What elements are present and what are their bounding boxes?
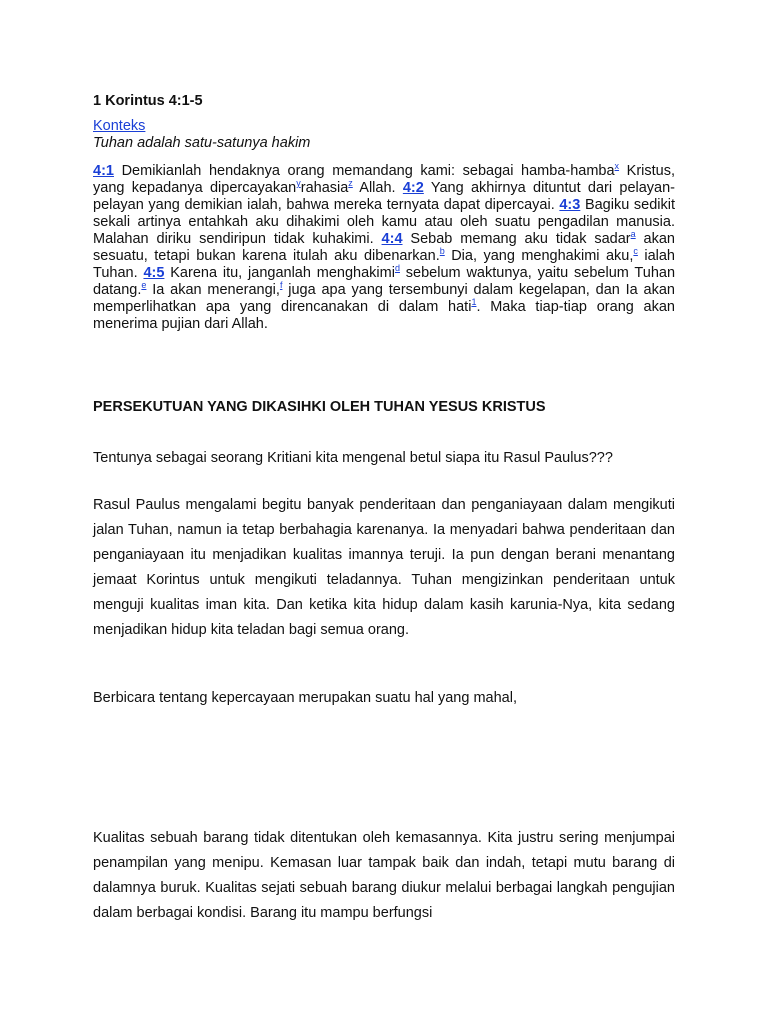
verse-4-text: akan sesuatu, tetapi bukan karena itulah aku dibenarkan. xyxy=(93,231,675,264)
paragraph-question: Tentunya sebagai seorang Kritiani kita mengenal betul siapa itu Rasul Paulus??? xyxy=(93,450,613,466)
verse-5-text: juga apa yang tersembunyi dalam kegelapan, dan Ia akan memperlihatkan apa yang direncanakan di dalam hati xyxy=(93,282,675,315)
verse-1-text: Kristus, yang kepadanya dipercayakan xyxy=(93,163,675,196)
cross-ref-e[interactable]: e xyxy=(141,280,147,291)
section-heading: PERSEKUTUAN YANG DIKASIHKI OLEH TUHAN YESUS KRISTUS xyxy=(93,399,546,415)
verse-1-text: rahasia xyxy=(300,180,349,196)
verse-5-text: Karena itu, janganlah menghakimi xyxy=(164,265,395,281)
verse-number-2[interactable]: 4:2 xyxy=(402,180,424,196)
cross-ref-f[interactable]: f xyxy=(279,280,283,291)
verse-number-5[interactable]: 4:5 xyxy=(143,265,165,281)
verse-4-text: Sebab memang aku tidak sadar xyxy=(402,231,631,247)
verse-text xyxy=(93,163,675,333)
cross-ref-a[interactable]: a xyxy=(630,229,636,240)
paragraph-rasul-paulus: Rasul Paulus mengalami begitu banyak penderitaan dan penganiayaan dalam mengikuti jalan Tuhan, namun ia tetap berbahagia karenanya. Ia menyadari bahwa penderitaan dan penganiayaan itu menjadikan kualitas imannya teruji. Ia pun dengan berani menantang jemaat Korintus untuk mengikuti teladannya. Tuhan mengizinkan penderitaan untuk menguji kualitas iman kita. Dan ketika kita hidup dalam kasih karunia-Nya, kita sedang menjadikan hidup kita teladan bagi semua orang. xyxy=(93,497,675,638)
passage-title: 1 Korintus 4:1-5 xyxy=(93,93,203,109)
paragraph-kualitas: Kualitas sebuah barang tidak ditentukan oleh kemasannya. Kita justru sering menjumpai penampilan yang menipu. Kemasan luar tampak baik dan indah, tetapi mutu barang di dalamnya buruk. Kualitas sejati sebuah barang diukur melalui berbagai langkah pengujian dalam berbagai kondisi. Barang itu mampu berfungsi xyxy=(93,830,675,921)
verse-1-text: Allah. xyxy=(352,180,403,196)
verse-5-text: sebelum waktunya, yaitu sebelum Tuhan datang. xyxy=(93,265,676,298)
verse-number-3[interactable]: 4:3 xyxy=(559,197,581,213)
verse-4-text: ialah Tuhan. xyxy=(93,248,675,281)
verse-5-text: . Maka tiap-tiap orang akan menerima pujian dari Allah. xyxy=(93,299,675,332)
cross-ref-c[interactable]: c xyxy=(633,246,638,257)
verse-4-text: Dia, yang menghakimi aku, xyxy=(444,248,634,264)
cross-ref-b[interactable]: b xyxy=(439,246,445,257)
verse-5-text: Ia akan menerangi, xyxy=(146,282,280,298)
passage-subtitle: Tuhan adalah satu-satunya hakim xyxy=(93,135,311,151)
cross-ref-d[interactable]: d xyxy=(394,263,400,274)
cross-ref-z[interactable]: z xyxy=(348,178,353,189)
verse-2-text: Yang akhirnya dituntut dari pelayan-pelayan yang demikian ialah, bahwa mereka ternyata dapat dipercayai. xyxy=(93,180,675,213)
verse-3-text: Bagiku sedikit sekali artinya entahkah aku dihakimi oleh kamu atau oleh suatu pengadilan manusia. Malahan diriku sendiripun tidak kuhakimi. xyxy=(93,197,675,247)
verse-1-text: Demikianlah hendaknya orang memandang kami: sebagai hamba-hamba xyxy=(121,163,615,179)
verse-number-4[interactable]: 4:4 xyxy=(381,231,403,247)
verse-number-1[interactable]: 4:1 xyxy=(93,163,114,179)
context-link[interactable]: Konteks xyxy=(93,118,146,134)
footnote-ref-1[interactable]: 1 xyxy=(471,297,477,308)
cross-ref-y[interactable]: y xyxy=(296,178,301,189)
cross-ref-x[interactable]: x xyxy=(614,161,620,172)
paragraph-kepercayaan: Berbicara tentang kepercayaan merupakan suatu hal yang mahal, xyxy=(93,690,517,706)
